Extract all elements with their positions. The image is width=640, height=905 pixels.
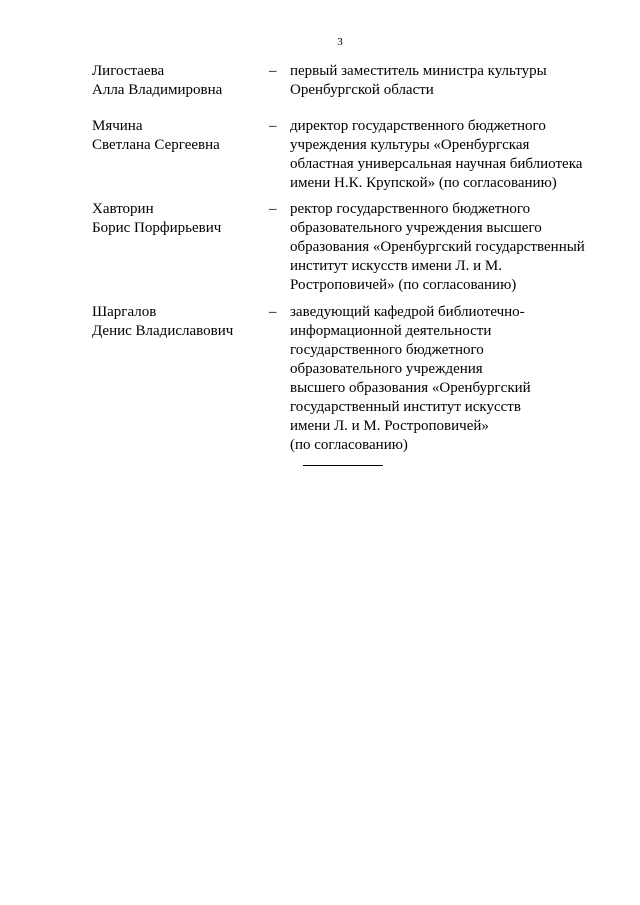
member-given-names: Алла Владимировна: [92, 82, 223, 98]
member-given-names: Денис Владиславович: [92, 323, 234, 339]
role-line: государственный институт искусств: [290, 399, 521, 415]
role-line: областная универсальная научная библиотека: [290, 156, 583, 172]
member-name: [92, 303, 267, 341]
role-line: имени Н.К. Крупской» (по согласованию): [290, 175, 557, 191]
member-surname: Лигостаева: [92, 63, 165, 79]
separator-dash: –: [269, 304, 277, 320]
role-line: первый заместитель министра культуры: [290, 63, 547, 79]
member-surname: Хавторин: [92, 201, 154, 217]
role-line: ректор государственного бюджетного: [290, 201, 531, 217]
role-line: Ростроповичей» (по согласованию): [290, 277, 517, 293]
member-surname: Шаргалов: [92, 304, 157, 320]
role-line: директор государственного бюджетного: [290, 118, 546, 134]
separator-dash: –: [269, 63, 277, 79]
separator-dash: –: [269, 201, 277, 217]
role-line: государственного бюджетного: [290, 342, 484, 358]
role-line: высшего образования «Оренбургский: [290, 380, 531, 396]
member-surname: Мячина: [92, 118, 143, 134]
member-role: [290, 200, 600, 295]
role-line: заведующий кафедрой библиотечно-: [290, 304, 525, 320]
separator-dash: –: [269, 118, 277, 134]
role-line: (по согласованию): [290, 437, 408, 453]
member-role: [290, 62, 600, 100]
page-number: 3: [337, 36, 343, 48]
member-role: [290, 117, 600, 193]
member-given-names: Светлана Сергеевна: [92, 137, 220, 153]
member-role: [290, 303, 600, 455]
role-line: образовательного учреждения: [290, 361, 483, 377]
role-line: учреждения культуры «Оренбургская: [290, 137, 530, 153]
member-name: [92, 200, 267, 238]
role-line: информационной деятельности: [290, 323, 492, 339]
member-given-names: Борис Порфирьевич: [92, 220, 222, 236]
role-line: имени Л. и М. Ростроповичей»: [290, 418, 489, 434]
role-line: образования «Оренбургский государственный: [290, 239, 585, 255]
member-name: [92, 117, 267, 155]
closing-rule: [303, 465, 383, 466]
role-line: институт искусств имени Л. и М.: [290, 258, 502, 274]
role-line: образовательного учреждения высшего: [290, 220, 542, 236]
role-line: Оренбургской области: [290, 82, 434, 98]
member-name: [92, 62, 267, 100]
